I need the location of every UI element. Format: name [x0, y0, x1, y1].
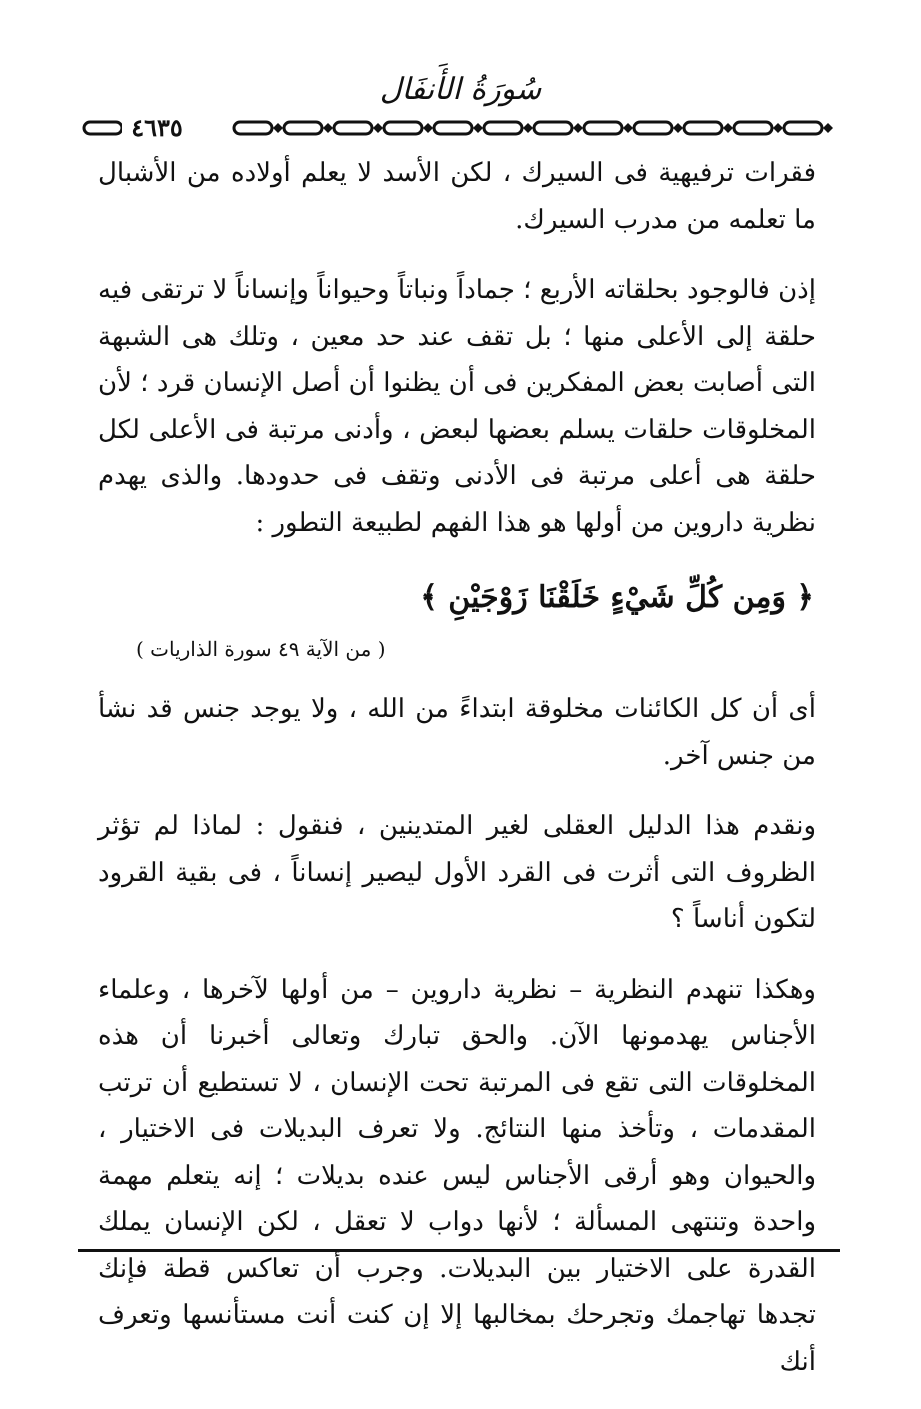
chain-diamond [523, 123, 533, 133]
paragraph-1: فقرات ترفيهية فى السيرك ، لكن الأسد لا يعلم أولاده من الأشبال ما تعلمه من مدرب السيرك. [98, 158, 816, 235]
header-ornament-border [80, 116, 840, 140]
chain-diamond [773, 123, 783, 133]
quran-verse: ﴿ وَمِن كُلِّ شَيْءٍ خَلَقْنَا زَوْجَيْنِ ﴾ [420, 580, 814, 615]
chain-diamond [623, 123, 633, 133]
chain-link [534, 122, 572, 134]
paragraph-3: أى أن كل الكائنات مخلوقة ابتداءً من الله ، ولا يوجد جنس قد نشأ من جنس آخر. [98, 694, 816, 771]
chain-diamond [673, 123, 683, 133]
paragraph-5: وهكذا تنهدم النظرية – نظرية داروين – من أولها لآخرها ، وعلماء الأجناس يهدمونها الآن. والحق تبارك وتعالى أخبرنا أن هذه المخلوقات التى تقع فى المرتبة تحت الإنسان ، لا تستطيع أن ترتب المقدمات ، وتأخذ منها النتائج. ولا تعرف البديلات فى الاختيار ، والحيوان وهو أرقى الأجناس ليس عنده بديلات ؛ إنه يتعلم مهمة واحدة وتنتهى المسألة ؛ لأنها دواب لا تعقل ، لكن الإنسان يملك القدرة على الاختيار بين البديلات. وجرب أن تعاكس قطة فإنك تجدها تهاجمك وتجرحك بمخالبها إلا إن كنت أنت مستأنسها وتعرف أنك [98, 974, 816, 1377]
chain-diamond [373, 123, 383, 133]
chain-link [584, 122, 622, 134]
chain-diamond [273, 123, 283, 133]
chain-link [484, 122, 522, 134]
footer-divider [78, 1249, 840, 1252]
chain-link [384, 122, 422, 134]
page-number: ٤٦٣٥ [122, 113, 192, 142]
page-body [98, 150, 816, 1409]
ornament-chain-icon [80, 116, 840, 140]
verse-reference-text: ( من الآية ٤٩ سورة الذاريات ) [136, 637, 386, 661]
paragraph-2: إذن فالوجود بحلقاته الأربع ؛ جماداً ونباتاً وحيواناً وإنساناً لا ترتقى فيه حلقة إلى الأعلى منها ؛ بل تقف عند حد معين ، وتلك هى الشبهة التى أصابت بعض المفكرين فى أن يظنوا أن أصل الإنسان قرد ؛ لأن المخلوقات حلقات يسلم بعضها لبعض ، وأدنى مرتبة فى الأعلى لكل حلقة هى أعلى مرتبة فى الأدنى وتقف فى حدودها. والذى يهدم نظرية داروين من أولها هو هذا الفهم لطبيعة التطور : [98, 275, 816, 538]
chain-link [734, 122, 772, 134]
chain-diamond [823, 123, 833, 133]
paragraph-4: ونقدم هذا الدليل العقلى لغير المتدينين ، فنقول : لماذا لم تؤثر الظروف التى أثرت فى القرد الأول ليصير إنساناً ، فى بقية القرود لتكون أناساً ؟ [98, 811, 816, 934]
chain-link [684, 122, 722, 134]
chain-diamond [323, 123, 333, 133]
chain-link [234, 122, 272, 134]
chain-link [84, 122, 122, 134]
chain-link [284, 122, 322, 134]
chain-link [784, 122, 822, 134]
chain-link [434, 122, 472, 134]
chain-link [334, 122, 372, 134]
chain-diamond [473, 123, 483, 133]
chain-diamond [573, 123, 583, 133]
chain-diamond [723, 123, 733, 133]
verse-reference [98, 634, 816, 664]
chain-link [634, 122, 672, 134]
surah-title: سُورَةُ الأَنفَال [379, 72, 542, 107]
chain-diamond [423, 123, 433, 133]
